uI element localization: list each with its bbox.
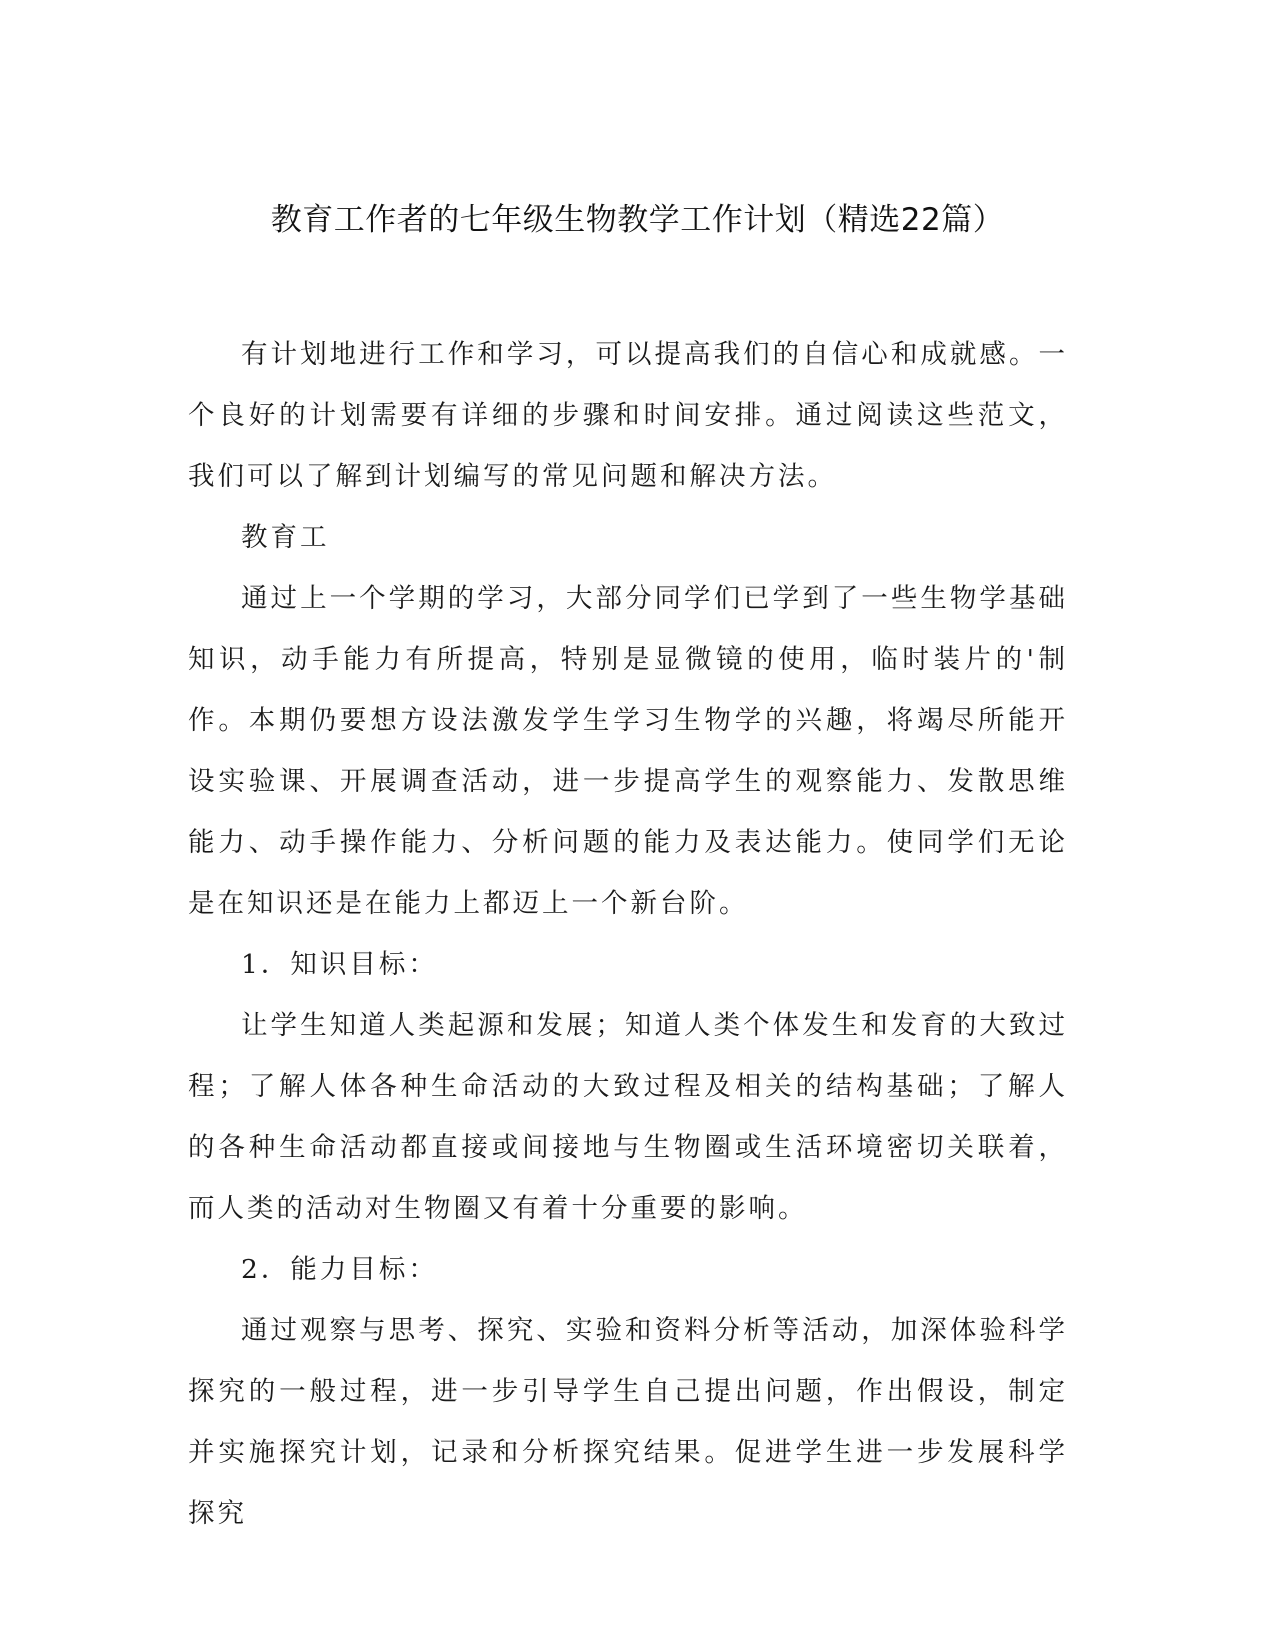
- document-body: [188, 324, 1068, 1544]
- paragraph-ability-goal: 通过观察与思考、探究、实验和资料分析等活动，加深体验科学探究的一般过程，进一步引导学生自己提出问题，作出假设，制定并实施探究计划，记录和分析探究结果。促进学生进一步发展科学探究: [188, 1315, 1068, 1529]
- paragraph-knowledge-goal: 让学生知道人类起源和发展；知道人类个体发生和发育的大致过程；了解人体各种生命活动的大致过程及相关的结构基础；了解人的各种生命活动都直接或间接地与生物圈或生活环境密切关联着，而人类的活动对生物圈又有着十分重要的影响。: [188, 1010, 1068, 1224]
- heading-knowledge-goal: 1．知识目标：: [241, 949, 438, 980]
- paragraph-section-label: 教育工: [241, 522, 330, 553]
- heading-ability-goal: 2．能力目标：: [241, 1254, 438, 1285]
- paragraph-overview: 通过上一个学期的学习，大部分同学们已学到了一些生物学基础知识，动手能力有所提高，特别是显微镜的使用，临时装片的'制作。本期仍要想方设法激发学生学习生物学的兴趣，将竭尽所能开设实验课、开展调查活动，进一步提高学生的观察能力、发散思维能力、动手操作能力、分析问题的能力及表达能力。使同学们无论是在知识还是在能力上都迈上一个新台阶。: [188, 583, 1068, 919]
- paragraph-intro: 有计划地进行工作和学习，可以提高我们的自信心和成就感。一个良好的计划需要有详细的步骤和时间安排。通过阅读这些范文，我们可以了解到计划编写的常见问题和解决方法。: [188, 339, 1068, 492]
- document-title: 教育工作者的七年级生物教学工作计划（精选22篇）: [270, 202, 1005, 238]
